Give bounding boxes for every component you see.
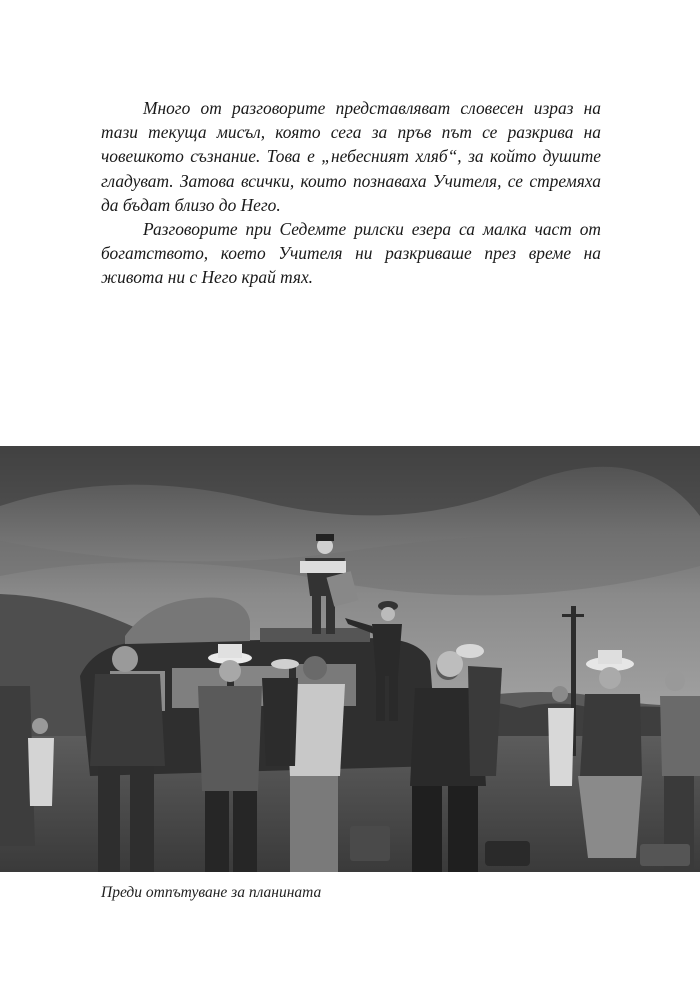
figure-caption: Преди отпътуване за планината [101, 884, 322, 901]
photograph-departure [0, 446, 700, 872]
body-text [101, 96, 601, 290]
paragraph-2: Разговорите при Седемте рилски езера са малка част от богатството, което Учителя ни разкриваше през време на живота ни с Него край тях. [101, 219, 601, 288]
paragraph-1: Много от разговорите представляват словесен израз на тази текуща мисъл, която сега за пръв път се разкрива на човешкото съзнание. Това е „небесният хляб“, за който душите гладуват. Затова всички, които познаваха Учителя, се стремяха да бъдат близо до Него. [101, 98, 601, 215]
